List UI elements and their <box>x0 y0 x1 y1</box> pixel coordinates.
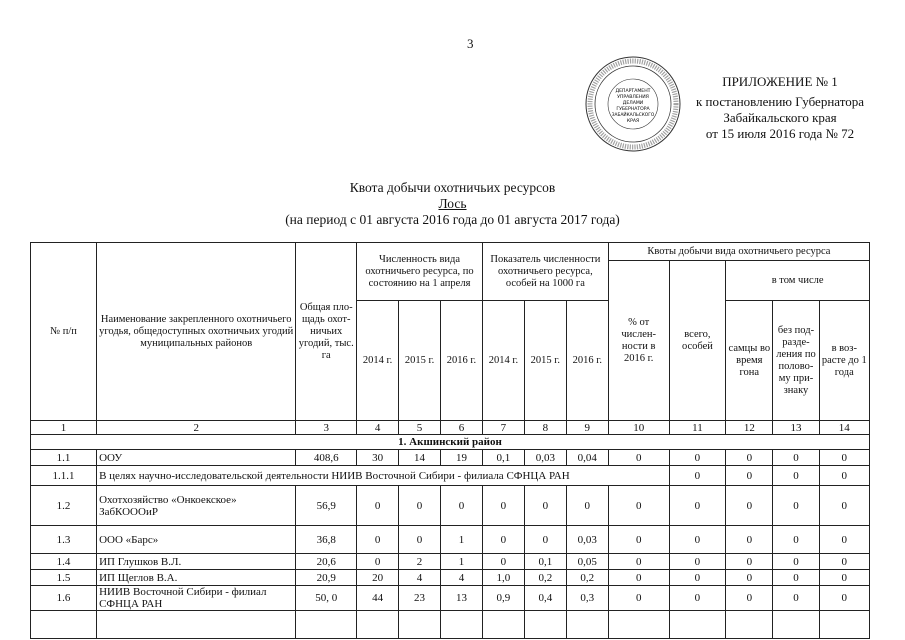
colnum: 6 <box>441 421 483 435</box>
cell-density-2016: 0,05 <box>566 554 608 570</box>
cell-count-2016: 1 <box>441 526 483 554</box>
cell-name: В целях научно-исследовательской деятельности НИИВ Восточной Сибири - филиала СФНЦА РАН <box>97 466 670 486</box>
cell-total: 0 <box>669 554 726 570</box>
cell-total: 0 <box>669 486 726 526</box>
cell-name: ИП Глушков В.Л. <box>97 554 296 570</box>
cell-no-sex: 0 <box>773 586 819 611</box>
cell-count-2014: 20 <box>357 570 399 586</box>
cell-total: 0 <box>669 586 726 611</box>
header-including: в том числе <box>726 261 870 301</box>
cell-total: 0 <box>669 466 726 486</box>
cell-name: НИИВ Восточной Сибири - филиал СФНЦА РАН <box>97 586 296 611</box>
cell-num: 1.2 <box>31 486 97 526</box>
header-density-2015: 2015 г. <box>524 301 566 421</box>
cell-total <box>669 611 726 639</box>
colnum: 12 <box>726 421 773 435</box>
header-young: в воз-расте до 1 года <box>819 301 869 421</box>
species-name: Лось <box>438 196 467 211</box>
colnum: 5 <box>399 421 441 435</box>
cell-no-sex: 0 <box>773 570 819 586</box>
cell-density-2015: 0,4 <box>524 586 566 611</box>
cell-young: 0 <box>819 466 869 486</box>
stamp-text-1: ДЕПАРТАМЕНТ <box>615 89 651 94</box>
cell-area: 56,9 <box>296 486 357 526</box>
cell-count-2015: 0 <box>399 526 441 554</box>
header-males: самцы во время гона <box>726 301 773 421</box>
cell-name: ООО «Барс» <box>97 526 296 554</box>
stamp-text-4: ГУБЕРНАТОРА <box>616 107 650 112</box>
document-heading <box>0 180 905 228</box>
annex-title: ПРИЛОЖЕНИЕ № 1 <box>722 74 838 89</box>
header-count-2014: 2014 г. <box>357 301 399 421</box>
cell-no-sex <box>773 611 819 639</box>
document-title: Квота добычи охотничьих ресурсов <box>349 180 556 195</box>
cell-total: 0 <box>669 570 726 586</box>
colnum: 8 <box>524 421 566 435</box>
cell-count-2014: 30 <box>357 450 399 466</box>
cell-num: 1.5 <box>31 570 97 586</box>
header-name: Наименование закрепленного охотничьего угодья, общедоступных охотничьих угодий муниципальных районов <box>97 243 296 421</box>
annex-line-2: к постановлению Губернатора <box>695 94 865 109</box>
cell-males: 0 <box>726 466 773 486</box>
cell-num: 1.4 <box>31 554 97 570</box>
header-percent: % от числен-ности в 2016 г. <box>608 261 669 421</box>
colnum: 9 <box>566 421 608 435</box>
cell-count-2015 <box>399 611 441 639</box>
header-count-2015: 2015 г. <box>399 301 441 421</box>
table-row <box>31 486 870 526</box>
cell-count-2014: 0 <box>357 486 399 526</box>
cell-count-2016: 1 <box>441 554 483 570</box>
cell-density-2016: 0 <box>566 486 608 526</box>
cell-young <box>819 611 869 639</box>
cell-name: ИП Щеглов В.А. <box>97 570 296 586</box>
header-density-group: Показатель численности охотничьего ресурса, особей на 1000 га <box>482 243 608 301</box>
cell-count-2016: 19 <box>441 450 483 466</box>
header-num: № п/п <box>31 243 97 421</box>
header-count-group: Численность вида охотничьего ресурса, по состоянию на 1 апреля <box>357 243 483 301</box>
cell-density-2014: 0 <box>482 526 524 554</box>
cell-density-2015: 0 <box>524 526 566 554</box>
table-row <box>31 586 870 611</box>
quota-table <box>30 242 870 639</box>
section-header: 1. Акшинский район <box>31 435 870 450</box>
stamp-text-6: КРАЯ <box>626 119 640 124</box>
cell-percent: 0 <box>608 570 669 586</box>
cell-area: 408,6 <box>296 450 357 466</box>
column-number-row <box>31 421 870 435</box>
cell-total: 0 <box>669 450 726 466</box>
table-row-special <box>31 466 870 486</box>
cell-count-2016: 4 <box>441 570 483 586</box>
colnum: 4 <box>357 421 399 435</box>
stamp-text-2: УПРАВЛЕНИЯ <box>617 95 649 100</box>
table-row <box>31 570 870 586</box>
cell-count-2015: 2 <box>399 554 441 570</box>
colnum: 14 <box>819 421 869 435</box>
cell-count-2014: 0 <box>357 526 399 554</box>
cell-percent: 0 <box>608 554 669 570</box>
cell-density-2015: 0,2 <box>524 570 566 586</box>
header-no-sex: без под-разде-ления по полово-му при-знаку <box>773 301 819 421</box>
header-density-2014: 2014 г. <box>482 301 524 421</box>
colnum: 3 <box>296 421 357 435</box>
cell-name <box>97 611 296 639</box>
annex-block <box>660 74 900 142</box>
cell-count-2014: 44 <box>357 586 399 611</box>
cell-males: 0 <box>726 450 773 466</box>
header-count-2016: 2016 г. <box>441 301 483 421</box>
annex-line-3: Забайкальского края <box>723 110 837 125</box>
cell-count-2014: 0 <box>357 554 399 570</box>
header-total: всего, особей <box>669 261 726 421</box>
cell-density-2016: 0,2 <box>566 570 608 586</box>
cell-name: Охотхозяйство «Онкоекское» ЗабКОООиР <box>97 486 296 526</box>
cell-name: ООУ <box>97 450 296 466</box>
cell-density-2016: 0,04 <box>566 450 608 466</box>
cell-percent: 0 <box>608 586 669 611</box>
cell-num: 1.3 <box>31 526 97 554</box>
cell-young: 0 <box>819 450 869 466</box>
cell-no-sex: 0 <box>773 526 819 554</box>
cell-percent: 0 <box>608 526 669 554</box>
cell-density-2015: 0,1 <box>524 554 566 570</box>
table-row <box>31 450 870 466</box>
cell-males: 0 <box>726 570 773 586</box>
cell-no-sex: 0 <box>773 466 819 486</box>
cell-density-2015: 0 <box>524 486 566 526</box>
page-number: 3 <box>467 36 474 51</box>
period-text: (на период с 01 августа 2016 года до 01 августа 2017 года) <box>285 212 620 227</box>
cell-density-2015 <box>524 611 566 639</box>
table-row <box>31 611 870 639</box>
cell-young: 0 <box>819 486 869 526</box>
cell-percent <box>608 611 669 639</box>
cell-young: 0 <box>819 554 869 570</box>
cell-density-2014: 0 <box>482 486 524 526</box>
cell-num: 1.1.1 <box>31 466 97 486</box>
cell-males: 0 <box>726 586 773 611</box>
header-area: Общая пло-щадь охот-ничьих угодий, тыс. га <box>296 243 357 421</box>
stamp-text-5: ЗАБАЙКАЛЬСКОГО <box>611 113 655 118</box>
cell-males <box>726 611 773 639</box>
cell-density-2014: 0,9 <box>482 586 524 611</box>
cell-no-sex: 0 <box>773 554 819 570</box>
table-row <box>31 554 870 570</box>
colnum: 11 <box>669 421 726 435</box>
cell-count-2015: 23 <box>399 586 441 611</box>
cell-density-2014: 1,0 <box>482 570 524 586</box>
colnum: 7 <box>482 421 524 435</box>
annex-line-4: от 15 июля 2016 года № 72 <box>705 126 855 141</box>
cell-density-2015: 0,03 <box>524 450 566 466</box>
colnum: 13 <box>773 421 819 435</box>
cell-total: 0 <box>669 526 726 554</box>
cell-young: 0 <box>819 526 869 554</box>
cell-area: 36,8 <box>296 526 357 554</box>
cell-count-2015: 14 <box>399 450 441 466</box>
table-row <box>31 526 870 554</box>
cell-no-sex: 0 <box>773 486 819 526</box>
cell-males: 0 <box>726 554 773 570</box>
header-density-2016: 2016 г. <box>566 301 608 421</box>
cell-males: 0 <box>726 486 773 526</box>
stamp-text-3: ДЕЛАМИ <box>622 101 644 106</box>
cell-num <box>31 611 97 639</box>
cell-area: 20,6 <box>296 554 357 570</box>
cell-count-2016: 0 <box>441 486 483 526</box>
cell-density-2014: 0,1 <box>482 450 524 466</box>
cell-density-2014 <box>482 611 524 639</box>
cell-density-2016 <box>566 611 608 639</box>
cell-num: 1.6 <box>31 586 97 611</box>
cell-count-2015: 0 <box>399 486 441 526</box>
colnum: 2 <box>97 421 296 435</box>
cell-count-2016 <box>441 611 483 639</box>
cell-young: 0 <box>819 570 869 586</box>
colnum: 1 <box>31 421 97 435</box>
cell-males: 0 <box>726 526 773 554</box>
colnum: 10 <box>608 421 669 435</box>
cell-count-2016: 13 <box>441 586 483 611</box>
cell-no-sex: 0 <box>773 450 819 466</box>
cell-density-2014: 0 <box>482 554 524 570</box>
cell-area: 20,9 <box>296 570 357 586</box>
cell-count-2015: 4 <box>399 570 441 586</box>
cell-density-2016: 0,03 <box>566 526 608 554</box>
cell-percent: 0 <box>608 486 669 526</box>
cell-density-2016: 0,3 <box>566 586 608 611</box>
header-quota-group: Квоты добычи вида охотничьего ресурса <box>608 243 869 261</box>
cell-young: 0 <box>819 586 869 611</box>
cell-area <box>296 611 357 639</box>
cell-percent: 0 <box>608 450 669 466</box>
cell-area: 50, 0 <box>296 586 357 611</box>
cell-num: 1.1 <box>31 450 97 466</box>
cell-count-2014 <box>357 611 399 639</box>
